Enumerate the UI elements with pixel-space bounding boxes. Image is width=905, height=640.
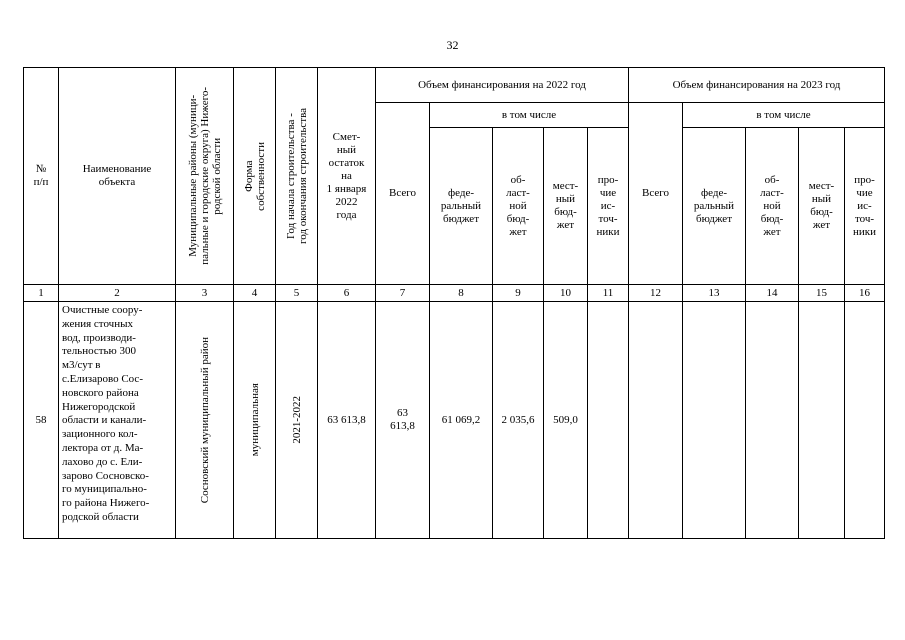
column-number: 11 bbox=[588, 285, 629, 302]
financing-table bbox=[23, 67, 885, 539]
header-district: Муниципальные районы (муници- пальные и городские округа) Нижего- родской области bbox=[176, 68, 234, 285]
column-number: 16 bbox=[845, 285, 885, 302]
row-ownership: муниципальная bbox=[234, 302, 276, 539]
table-row bbox=[24, 302, 885, 539]
header-federal-2022: феде- ральный бюджет bbox=[430, 128, 493, 285]
row-federal-2023 bbox=[683, 302, 746, 539]
row-balance: 63 613,8 bbox=[318, 302, 376, 539]
column-number: 9 bbox=[493, 285, 544, 302]
column-number: 14 bbox=[746, 285, 799, 302]
header-total-2022: Всего bbox=[376, 103, 430, 285]
column-number: 15 bbox=[799, 285, 845, 302]
row-object-name: Очистные соору- жения сточных вод, производи- тельностью 300 м3/сут в с.Елизарово Сос- новского района Нижегородской области и канали- зационного кол- лектора от д. Ма- лахово до с. Ели- зарово Сосновско- го муниципально- го района Нижего- родской области bbox=[59, 302, 176, 539]
column-number: 5 bbox=[276, 285, 318, 302]
column-number: 3 bbox=[176, 285, 234, 302]
header-local-2022: мест- ный бюд- жет bbox=[544, 128, 588, 285]
header-federal-2023: феде- ральный бюджет bbox=[683, 128, 746, 285]
row-regional-2022: 2 035,6 bbox=[493, 302, 544, 539]
column-number: 13 bbox=[683, 285, 746, 302]
header-years: Год начала строительства - год окончания строительства bbox=[276, 68, 318, 285]
column-number: 2 bbox=[59, 285, 176, 302]
header-including-2023: в том числе bbox=[683, 103, 885, 128]
header-local-2023: мест- ный бюд- жет bbox=[799, 128, 845, 285]
row-local-2023 bbox=[799, 302, 845, 539]
row-other-2023 bbox=[845, 302, 885, 539]
row-years: 2021-2022 bbox=[276, 302, 318, 539]
header-balance: Смет- ный остаток на 1 января 2022 года bbox=[318, 68, 376, 285]
row-total-2023 bbox=[629, 302, 683, 539]
column-number: 7 bbox=[376, 285, 430, 302]
header-regional-2022: об- ласт- ной бюд- жет bbox=[493, 128, 544, 285]
row-district: Сосновский муниципальный район bbox=[176, 302, 234, 539]
column-number: 12 bbox=[629, 285, 683, 302]
row-num: 58 bbox=[24, 302, 59, 539]
header-funding-2023: Объем финансирования на 2023 год bbox=[629, 68, 885, 103]
header-other-2023: про- чие ис- точ- ники bbox=[845, 128, 885, 285]
header-other-2022: про- чие ис- точ- ники bbox=[588, 128, 629, 285]
row-federal-2022: 61 069,2 bbox=[430, 302, 493, 539]
header-regional-2023: об- ласт- ной бюд- жет bbox=[746, 128, 799, 285]
row-local-2022: 509,0 bbox=[544, 302, 588, 539]
header-total-2023: Всего bbox=[629, 103, 683, 285]
column-number: 6 bbox=[318, 285, 376, 302]
column-number: 10 bbox=[544, 285, 588, 302]
column-number: 1 bbox=[24, 285, 59, 302]
page-number: 32 bbox=[446, 38, 459, 52]
header-including-2022: в том числе bbox=[430, 103, 629, 128]
column-number: 8 bbox=[430, 285, 493, 302]
column-number: 4 bbox=[234, 285, 276, 302]
row-total-2022: 63 613,8 bbox=[376, 302, 430, 539]
header-name: Наименование объекта bbox=[59, 68, 176, 285]
header-num: № п/п bbox=[24, 68, 59, 285]
row-regional-2023 bbox=[746, 302, 799, 539]
row-other-2022 bbox=[588, 302, 629, 539]
header-ownership: Форма собственности bbox=[234, 68, 276, 285]
header-funding-2022: Объем финансирования на 2022 год bbox=[376, 68, 629, 103]
